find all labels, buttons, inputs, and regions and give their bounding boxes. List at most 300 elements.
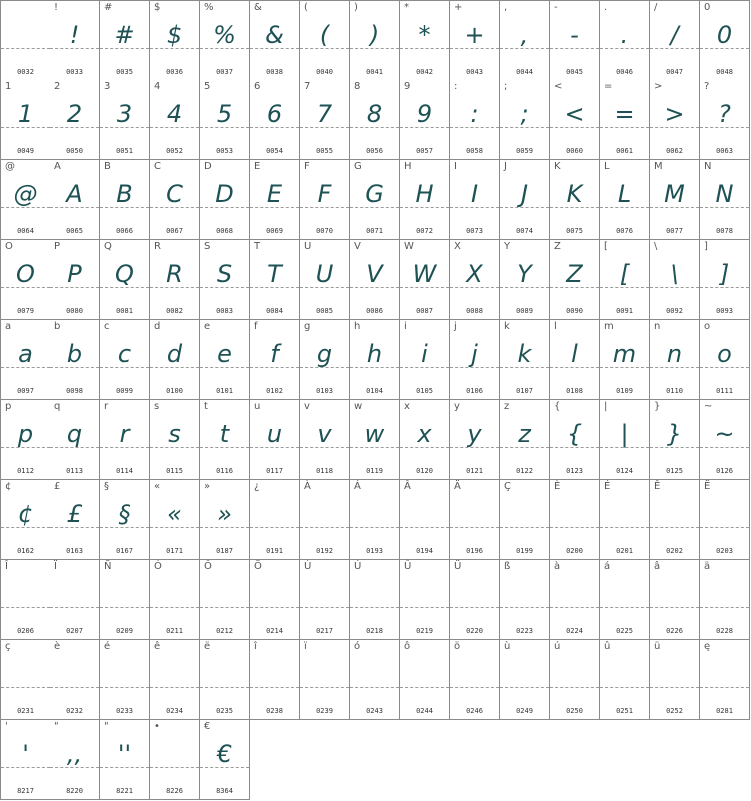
glyph-code: 0099 — [116, 387, 133, 395]
glyph-cell-label: v — [304, 401, 310, 412]
glyph-code: 0085 — [316, 307, 333, 315]
glyph-cell[interactable] — [300, 480, 350, 560]
glyph-code: 0073 — [466, 227, 483, 235]
glyph-code: 0090 — [566, 307, 583, 315]
glyph-code: 0108 — [566, 387, 583, 395]
glyph-cell[interactable] — [700, 240, 750, 320]
glyph-cell[interactable] — [50, 560, 100, 640]
glyph-code: 0244 — [416, 707, 433, 715]
glyph-cell[interactable] — [450, 0, 500, 81]
glyph-cell[interactable] — [500, 560, 550, 640]
glyph-cell[interactable] — [600, 640, 650, 720]
glyph-code: 0054 — [266, 147, 283, 155]
glyph-code: 0084 — [266, 307, 283, 315]
glyph-cell-label: É — [604, 481, 611, 492]
glyph-cell[interactable] — [350, 0, 400, 81]
glyph-cell[interactable] — [350, 80, 400, 160]
glyph-cell-label: ? — [704, 81, 710, 92]
glyph-sample: : — [470, 100, 479, 128]
glyph-cell[interactable] — [50, 80, 100, 160]
glyph-code: 0125 — [666, 467, 683, 475]
glyph-sample: E — [266, 180, 283, 208]
glyph-cell[interactable] — [250, 320, 300, 400]
glyph-cell[interactable] — [400, 400, 450, 480]
glyph-cell[interactable] — [100, 320, 150, 400]
glyph-cell[interactable] — [0, 0, 51, 81]
glyph-cell[interactable] — [50, 720, 100, 800]
glyph-cell[interactable] — [400, 560, 450, 640]
glyph-sample — [700, 576, 749, 612]
glyph-code: 0212 — [216, 627, 233, 635]
glyph-cell[interactable] — [500, 160, 550, 240]
glyph-cell[interactable] — [700, 560, 750, 640]
glyph-sample: N — [715, 180, 734, 208]
glyph-cell[interactable] — [150, 720, 200, 800]
glyph-cell[interactable] — [0, 400, 51, 480]
glyph-code: 0122 — [516, 467, 533, 475]
glyph-sample: g — [316, 340, 333, 368]
glyph-cell-label: { — [554, 401, 561, 412]
glyph-cell[interactable] — [250, 640, 300, 720]
glyph-cell[interactable] — [300, 640, 350, 720]
glyph-code: 0199 — [516, 547, 533, 555]
glyph-cell[interactable] — [0, 480, 51, 560]
glyph-cell[interactable] — [350, 160, 400, 240]
glyph-cell-label: C — [154, 161, 161, 172]
glyph-cell[interactable] — [400, 80, 450, 160]
glyph-cell-label: Ê — [654, 481, 661, 492]
glyph-code: 8226 — [166, 787, 183, 795]
glyph-cell[interactable] — [550, 320, 600, 400]
glyph-cell[interactable] — [100, 720, 150, 800]
glyph-sample: Y — [517, 260, 532, 288]
glyph-code: 0119 — [366, 467, 383, 475]
glyph-sample: i — [421, 340, 428, 368]
glyph-cell-label: ( — [304, 2, 308, 13]
glyph-cell[interactable] — [300, 400, 350, 480]
glyph-cell-label: À — [304, 481, 311, 492]
glyph-cell[interactable] — [350, 400, 400, 480]
glyph-cell[interactable] — [200, 80, 250, 160]
glyph-cell[interactable] — [700, 160, 750, 240]
glyph-cell[interactable] — [550, 0, 600, 81]
glyph-cell[interactable] — [500, 640, 550, 720]
glyph-cell[interactable] — [300, 320, 350, 400]
glyph-cell[interactable] — [50, 640, 100, 720]
glyph-cell[interactable] — [50, 160, 100, 240]
glyph-cell[interactable] — [100, 160, 150, 240]
glyph-cell[interactable] — [300, 80, 350, 160]
glyph-code: 8220 — [66, 787, 83, 795]
glyph-cell-label: ä — [704, 561, 711, 572]
glyph-code: 0052 — [166, 147, 183, 155]
glyph-cell[interactable] — [300, 160, 350, 240]
glyph-cell[interactable] — [550, 640, 600, 720]
glyph-cell[interactable] — [600, 240, 650, 320]
glyph-cell-label: ) — [354, 2, 358, 13]
glyph-sample: > — [664, 100, 685, 128]
glyph-cell-label: Ú — [354, 561, 362, 572]
glyph-cell-label: z — [504, 401, 510, 412]
glyph-cell[interactable] — [500, 0, 550, 81]
glyph-cell[interactable] — [650, 400, 700, 480]
glyph-cell[interactable] — [250, 80, 300, 160]
glyph-sample: » — [217, 500, 232, 528]
glyph-cell-label: m — [604, 321, 614, 332]
glyph-cell-label: t — [204, 401, 208, 412]
glyph-sample: z — [518, 420, 531, 448]
glyph-cell[interactable] — [350, 640, 400, 720]
glyph-code: 0038 — [266, 68, 283, 76]
glyph-sample: f — [270, 340, 279, 368]
glyph-code: 0082 — [166, 307, 183, 315]
glyph-cell[interactable] — [200, 320, 250, 400]
glyph-cell[interactable] — [200, 720, 250, 800]
glyph-sample: o — [717, 340, 732, 368]
glyph-cell[interactable] — [650, 320, 700, 400]
glyph-sample: w — [364, 420, 385, 448]
glyph-cell-label: F — [304, 161, 310, 172]
glyph-cell-label: Â — [404, 481, 411, 492]
glyph-cell[interactable] — [450, 560, 500, 640]
glyph-cell[interactable] — [150, 480, 200, 560]
glyph-cell-label: V — [354, 241, 361, 252]
glyph-cell-label: ß — [504, 561, 511, 572]
glyph-cell[interactable] — [100, 480, 150, 560]
glyph-cell[interactable] — [250, 480, 300, 560]
glyph-cell[interactable] — [550, 80, 600, 160]
glyph-cell[interactable] — [50, 480, 100, 560]
glyph-code: 0163 — [66, 547, 83, 555]
glyph-cell[interactable] — [400, 320, 450, 400]
glyph-cell[interactable] — [650, 240, 700, 320]
glyph-code: 0036 — [166, 68, 183, 76]
glyph-cell-label: 6 — [254, 81, 261, 92]
glyph-code: 0219 — [416, 627, 433, 635]
glyph-code: 0033 — [66, 68, 83, 76]
glyph-cell[interactable] — [150, 240, 200, 320]
glyph-cell[interactable] — [400, 160, 450, 240]
glyph-cell[interactable] — [100, 400, 150, 480]
glyph-cell[interactable] — [650, 0, 700, 81]
glyph-sample — [100, 656, 149, 692]
glyph-code: 0075 — [566, 227, 583, 235]
glyph-cell[interactable] — [650, 640, 700, 720]
glyph-code: 0206 — [17, 627, 34, 635]
glyph-cell-label: Ô — [204, 561, 212, 572]
glyph-cell[interactable] — [100, 240, 150, 320]
glyph-cell[interactable] — [550, 240, 600, 320]
glyph-code: 0162 — [17, 547, 34, 555]
glyph-sample — [50, 576, 99, 612]
glyph-cell[interactable] — [400, 240, 450, 320]
glyph-sample: ! — [69, 21, 80, 49]
glyph-cell-label: è — [54, 641, 61, 652]
glyph-cell-label: ¢ — [5, 481, 12, 492]
glyph-cell[interactable] — [700, 640, 750, 720]
glyph-sample: u — [266, 420, 283, 448]
glyph-cell[interactable] — [450, 320, 500, 400]
glyph-sample — [150, 736, 199, 772]
glyph-cell[interactable] — [650, 160, 700, 240]
glyph-cell[interactable] — [600, 160, 650, 240]
glyph-code: 0117 — [266, 467, 283, 475]
glyph-cell-label: ú — [554, 641, 561, 652]
glyph-cell-label: È — [554, 481, 561, 492]
glyph-sample: a — [18, 340, 33, 368]
glyph-cell[interactable] — [500, 480, 550, 560]
glyph-cell[interactable] — [250, 0, 300, 81]
glyph-cell-label: h — [354, 321, 361, 332]
glyph-cell[interactable] — [150, 320, 200, 400]
glyph-cell[interactable] — [450, 240, 500, 320]
glyph-cell[interactable] — [700, 480, 750, 560]
glyph-cell[interactable] — [700, 0, 750, 81]
glyph-sample — [500, 656, 549, 692]
glyph-cell[interactable] — [500, 240, 550, 320]
glyph-code: 0043 — [466, 68, 483, 76]
glyph-cell[interactable] — [100, 80, 150, 160]
glyph-cell[interactable] — [450, 400, 500, 480]
glyph-cell[interactable] — [700, 80, 750, 160]
glyph-code: 0088 — [466, 307, 483, 315]
glyph-sample — [150, 576, 199, 612]
glyph-code: 0076 — [616, 227, 633, 235]
glyph-cell[interactable] — [50, 0, 100, 81]
glyph-cell[interactable] — [200, 560, 250, 640]
glyph-sample: l — [571, 340, 578, 368]
glyph-code: 0252 — [666, 707, 683, 715]
glyph-cell[interactable] — [50, 240, 100, 320]
glyph-cell[interactable] — [600, 320, 650, 400]
glyph-code: 0102 — [266, 387, 283, 395]
glyph-code: 0201 — [616, 547, 633, 555]
glyph-code: 0228 — [716, 627, 733, 635]
glyph-code: 0249 — [516, 707, 533, 715]
glyph-code: 0044 — [516, 68, 533, 76]
glyph-cell[interactable] — [450, 160, 500, 240]
glyph-code: 0233 — [116, 707, 133, 715]
glyph-cell-label: â — [654, 561, 661, 572]
glyph-code: 0118 — [316, 467, 333, 475]
glyph-cell-label: ó — [354, 641, 361, 652]
glyph-sample — [450, 576, 499, 612]
glyph-code: 8221 — [116, 787, 133, 795]
glyph-cell[interactable] — [300, 560, 350, 640]
glyph-sample: I — [470, 180, 479, 208]
glyph-cell[interactable] — [150, 400, 200, 480]
glyph-code: 0192 — [316, 547, 333, 555]
glyph-code: 0046 — [616, 68, 633, 76]
glyph-cell[interactable] — [50, 400, 100, 480]
glyph-cell[interactable] — [0, 160, 51, 240]
glyph-cell[interactable] — [100, 0, 150, 81]
glyph-cell[interactable] — [0, 320, 51, 400]
glyph-cell-label: ' — [5, 721, 8, 732]
glyph-sample: '' — [117, 740, 132, 768]
glyph-cell[interactable] — [350, 240, 400, 320]
glyph-sample: < — [564, 100, 585, 128]
glyph-cell-label: L — [604, 161, 610, 172]
glyph-cell[interactable] — [600, 400, 650, 480]
glyph-sample — [700, 656, 749, 692]
glyph-sample: , — [520, 21, 529, 49]
glyph-sample — [550, 576, 599, 612]
glyph-code: 0110 — [666, 387, 683, 395]
glyph-sample: £ — [66, 500, 83, 528]
glyph-cell[interactable] — [0, 560, 51, 640]
glyph-sample: d — [166, 340, 183, 368]
glyph-cell[interactable] — [550, 400, 600, 480]
glyph-cell-label: Ü — [454, 561, 462, 572]
glyph-cell[interactable] — [600, 480, 650, 560]
glyph-sample — [650, 576, 699, 612]
glyph-cell[interactable] — [150, 560, 200, 640]
glyph-sample — [200, 576, 249, 612]
glyph-code: 0080 — [66, 307, 83, 315]
glyph-code: 0281 — [716, 707, 733, 715]
glyph-sample: { — [566, 420, 583, 448]
glyph-sample: ; — [520, 100, 529, 128]
glyph-code: 0070 — [316, 227, 333, 235]
glyph-cell[interactable] — [150, 80, 200, 160]
glyph-sample: 5 — [216, 100, 233, 128]
glyph-cell[interactable] — [200, 160, 250, 240]
glyph-cell[interactable] — [250, 240, 300, 320]
glyph-cell[interactable] — [450, 80, 500, 160]
glyph-cell[interactable] — [200, 640, 250, 720]
glyph-cell-label: P — [54, 241, 61, 252]
glyph-cell[interactable] — [550, 560, 600, 640]
glyph-cell-label: } — [654, 401, 661, 412]
glyph-cell[interactable] — [100, 640, 150, 720]
glyph-cell-label: « — [154, 481, 161, 492]
glyph-cell-label: n — [654, 321, 661, 332]
glyph-code: 0081 — [116, 307, 133, 315]
glyph-cell-label: O — [5, 241, 13, 252]
glyph-cell[interactable] — [600, 80, 650, 160]
glyph-code: 0089 — [516, 307, 533, 315]
glyph-cell[interactable] — [250, 160, 300, 240]
glyph-cell[interactable] — [150, 640, 200, 720]
glyph-code: 0053 — [216, 147, 233, 155]
glyph-cell[interactable] — [0, 80, 51, 160]
glyph-sample: & — [265, 21, 284, 49]
glyph-sample: - — [570, 21, 579, 49]
glyph-code: 0035 — [116, 68, 133, 76]
glyph-cell[interactable] — [400, 640, 450, 720]
glyph-sample — [200, 656, 249, 692]
glyph-code: 0048 — [716, 68, 733, 76]
glyph-cell-label: 5 — [204, 81, 211, 92]
glyph-cell[interactable] — [150, 0, 200, 81]
glyph-sample: k — [517, 340, 532, 368]
glyph-cell[interactable] — [450, 480, 500, 560]
glyph-cell[interactable] — [100, 560, 150, 640]
glyph-code: 0042 — [416, 68, 433, 76]
glyph-code: 0111 — [716, 387, 733, 395]
glyph-cell[interactable] — [500, 80, 550, 160]
glyph-cell[interactable] — [200, 240, 250, 320]
glyph-sample: q — [66, 420, 83, 448]
glyph-cell[interactable] — [50, 320, 100, 400]
glyph-cell[interactable] — [400, 480, 450, 560]
glyph-code: 0194 — [416, 547, 433, 555]
glyph-sample: G — [365, 180, 384, 208]
glyph-cell[interactable] — [400, 0, 450, 81]
glyph-cell[interactable] — [200, 480, 250, 560]
glyph-cell[interactable] — [600, 560, 650, 640]
glyph-code: 0065 — [66, 227, 83, 235]
glyph-cell[interactable] — [550, 480, 600, 560]
glyph-sample: ' — [22, 740, 29, 768]
glyph-cell[interactable] — [250, 400, 300, 480]
glyph-code: 0037 — [216, 68, 233, 76]
glyph-cell[interactable] — [200, 0, 250, 81]
glyph-cell-label: = — [604, 81, 613, 92]
glyph-sample: O — [16, 260, 35, 288]
glyph-cell[interactable] — [500, 400, 550, 480]
glyph-code: 0041 — [366, 68, 383, 76]
glyph-cell[interactable] — [300, 0, 350, 81]
glyph-sample: B — [116, 180, 133, 208]
glyph-cell-label: a — [5, 321, 12, 332]
glyph-cell-label: ę — [704, 641, 711, 652]
glyph-cell[interactable] — [350, 320, 400, 400]
glyph-cell[interactable] — [550, 160, 600, 240]
glyph-sample: 3 — [116, 100, 133, 128]
glyph-cell[interactable] — [0, 240, 51, 320]
glyph-cell-label: û — [604, 641, 611, 652]
glyph-code: 0109 — [616, 387, 633, 395]
glyph-cell-label: Î — [5, 561, 8, 572]
glyph-cell[interactable] — [200, 400, 250, 480]
glyph-cell[interactable] — [450, 640, 500, 720]
glyph-cell[interactable] — [650, 80, 700, 160]
glyph-sample — [100, 576, 149, 612]
glyph-code: 0071 — [366, 227, 383, 235]
glyph-sample: F — [317, 180, 332, 208]
glyph-cell[interactable] — [650, 480, 700, 560]
glyph-cell[interactable] — [350, 560, 400, 640]
glyph-cell[interactable] — [700, 400, 750, 480]
glyph-cell[interactable] — [250, 560, 300, 640]
glyph-cell-label: é — [104, 641, 111, 652]
glyph-cell-label: R — [154, 241, 161, 252]
glyph-cell[interactable] — [0, 640, 51, 720]
glyph-cell[interactable] — [0, 720, 51, 800]
glyph-code: 0032 — [17, 68, 34, 76]
glyph-cell-label: Z — [554, 241, 561, 252]
glyph-cell-label: S — [204, 241, 211, 252]
glyph-cell-label: b — [54, 321, 61, 332]
glyph-sample — [1, 576, 50, 612]
glyph-cell[interactable] — [500, 320, 550, 400]
glyph-cell[interactable] — [150, 160, 200, 240]
glyph-sample — [300, 496, 349, 532]
glyph-cell-label: 1 — [5, 81, 12, 92]
glyph-sample: K — [566, 180, 583, 208]
glyph-cell[interactable] — [350, 480, 400, 560]
glyph-cell[interactable] — [600, 0, 650, 81]
glyph-sample: P — [67, 260, 82, 288]
glyph-cell[interactable] — [650, 560, 700, 640]
glyph-cell[interactable] — [700, 320, 750, 400]
glyph-cell[interactable] — [300, 240, 350, 320]
glyph-sample — [600, 496, 649, 532]
glyph-code: 0200 — [566, 547, 583, 555]
glyph-code: 0103 — [316, 387, 333, 395]
